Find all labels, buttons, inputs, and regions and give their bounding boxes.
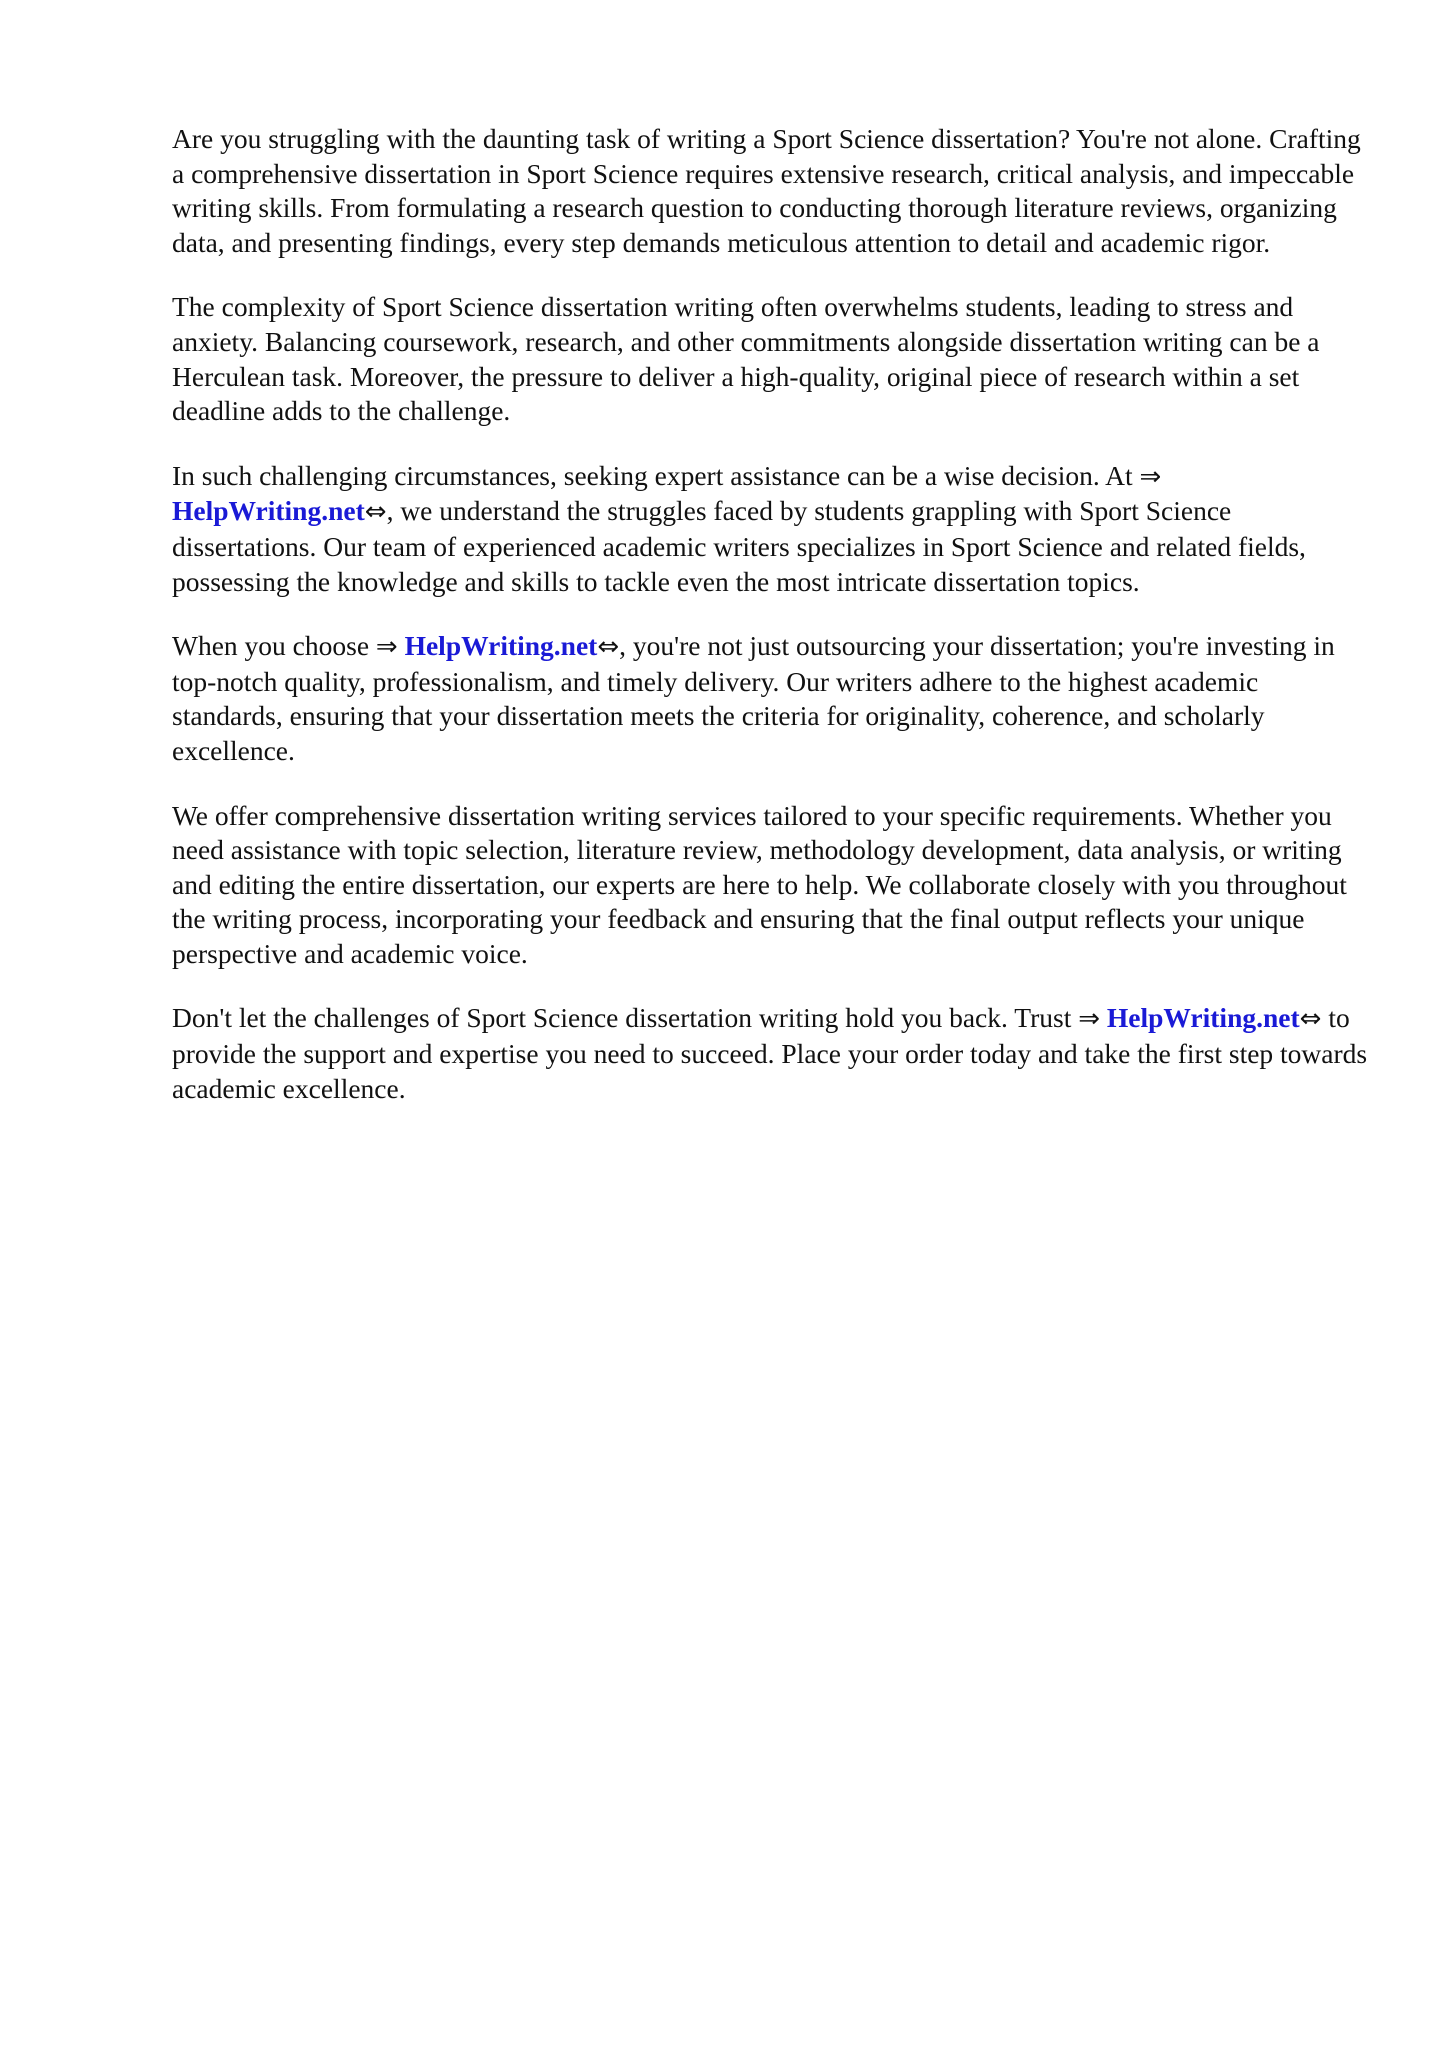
- paragraph-text: , you're not just outsourcing your dissertation; you're investing in top-notch quality, professionalism, and timely delivery. Our writers adhere to the highest academic standards, ensuring that your dissertation meets the criteria for originality, coherence, and scholarly excellence.: [172, 630, 1335, 766]
- right-arrow-icon: ⇒: [1139, 461, 1162, 492]
- paragraph-text: When you choose: [172, 630, 376, 662]
- double-arrow-icon: ⇔: [1299, 1004, 1322, 1035]
- right-arrow-icon: ⇒: [1078, 1004, 1101, 1035]
- paragraph-text: , we understand the struggles faced by students grappling with Sport Science dissertations. Our team of experienced academic writers specializes in Sport Science and related fields, possessing the knowledge and skills to tackle even the most intricate dissertation topics.: [172, 495, 1306, 597]
- double-arrow-icon: ⇔: [364, 497, 387, 528]
- paragraph-closing: [172, 1001, 1372, 1106]
- helpwriting-link[interactable]: HelpWriting.net: [172, 495, 365, 527]
- double-arrow-icon: ⇔: [597, 632, 620, 663]
- paragraph-text: Don't let the challenges of Sport Science dissertation writing hold you back. Trust: [172, 1002, 1079, 1034]
- document-body: [172, 122, 1372, 1136]
- paragraph-services: We offer comprehensive dissertation writing services tailored to your specific requirements. Whether you need assistance with topic selection, literature review, methodology development, data analysis, or writing and editing the entire dissertation, our experts are here to help. We collaborate closely with you throughout the writing process, incorporating your feedback and ensuring that the final output reflects your unique perspective and academic voice.: [172, 799, 1347, 969]
- paragraph-complexity: The complexity of Sport Science dissertation writing often overwhelms students, leading to stress and anxiety. Balancing coursework, research, and other commitments alongside dissertation writing can be a Herculean task. Moreover, the pressure to deliver a high-quality, original piece of research within a set deadline adds to the challenge.: [172, 291, 1320, 427]
- paragraph-assistance: [172, 459, 1372, 599]
- paragraph-choose: [172, 629, 1372, 768]
- paragraph-text: In such challenging circumstances, seeking expert assistance can be a wise decision. At: [172, 459, 1140, 491]
- paragraph-intro: Are you struggling with the daunting task of writing a Sport Science dissertation? You're not alone. Crafting a comprehensive dissertation in Sport Science requires extensive research, critical analysis, and impeccable writing skills. From formulating a research question to conducting thorough literature reviews, organizing data, and presenting findings, every step demands meticulous attention to detail and academic rigor.: [172, 123, 1361, 258]
- right-arrow-icon: ⇒: [375, 632, 398, 663]
- paragraph-text: to provide the support and expertise you need to succeed. Place your order today and take the first step towards academic excellence.: [172, 1002, 1368, 1104]
- helpwriting-link[interactable]: HelpWriting.net: [404, 630, 598, 662]
- helpwriting-link[interactable]: HelpWriting.net: [1106, 1002, 1300, 1034]
